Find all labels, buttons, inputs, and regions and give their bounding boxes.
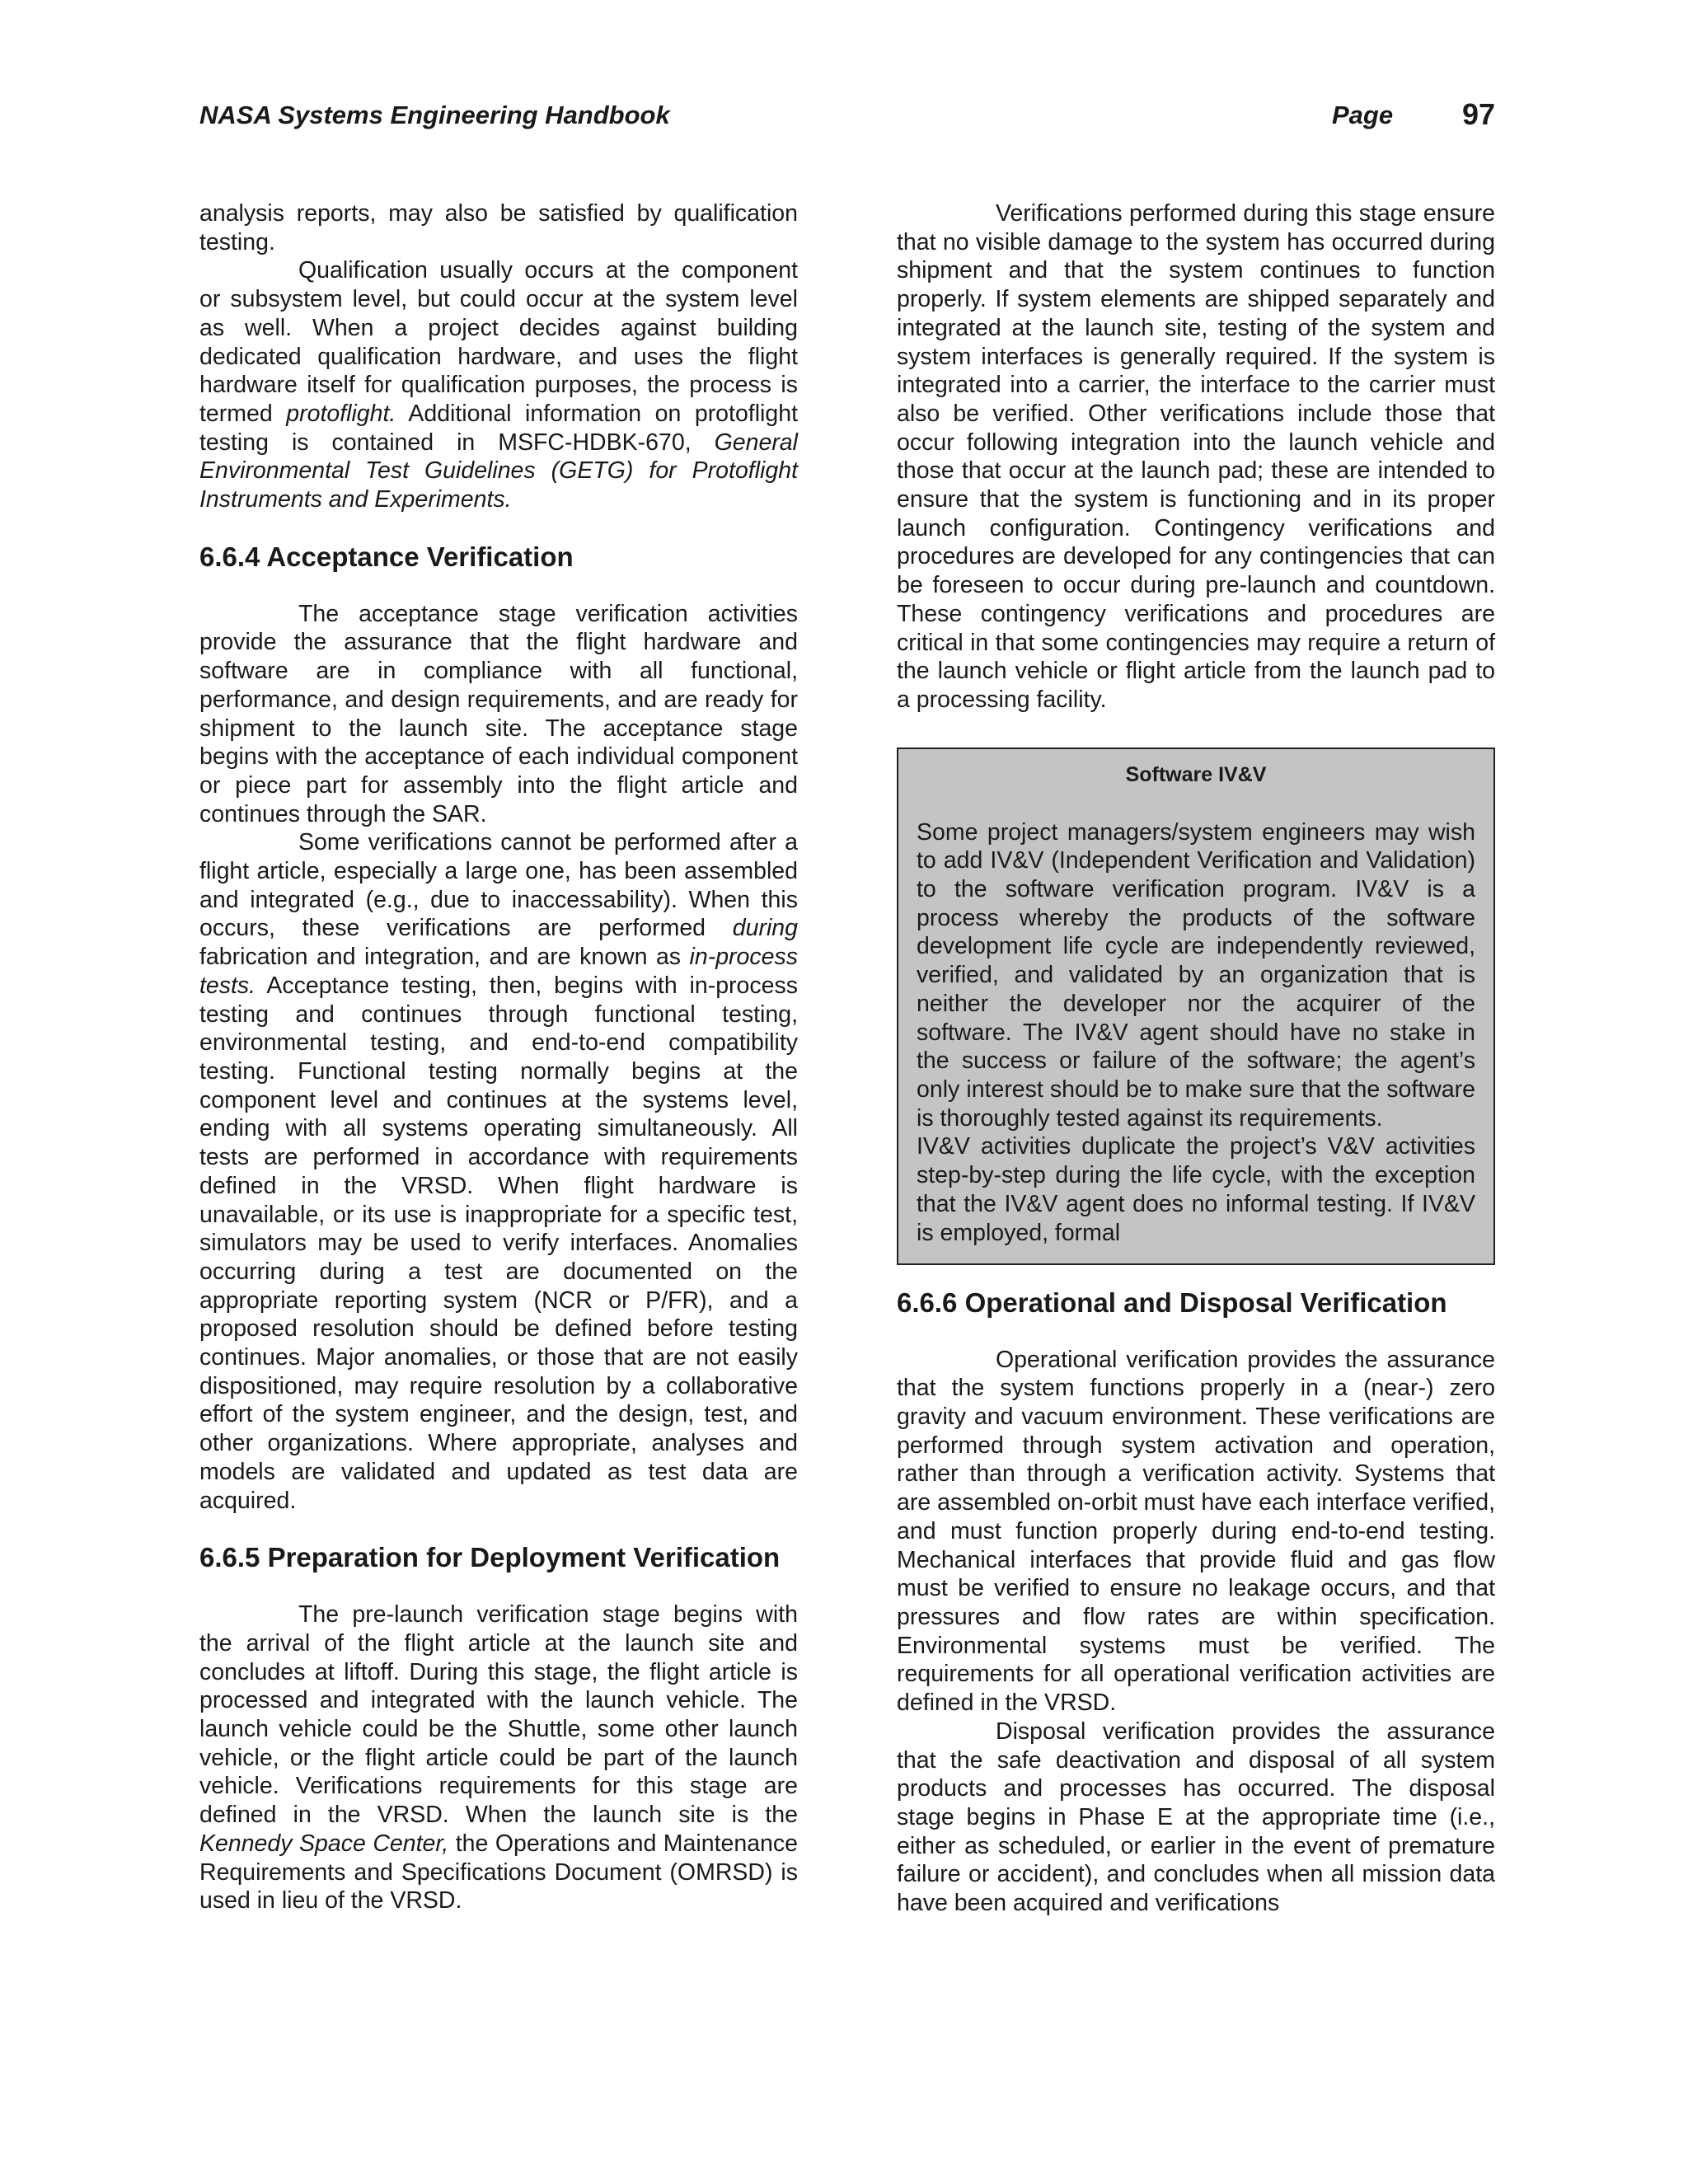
- page-label: Page: [1332, 101, 1394, 129]
- paragraph-qualification-end: analysis reports, may also be satisfied by qualification testing.: [199, 200, 798, 255]
- paragraph-operational-verification: Operational verification provides the assurance that the system functions properly in a (near-) zero gravity and vacuum environment. These verifications are performed through system activation and operation, rather than through a verification activity. Systems that are assembled on-orbit must have each interface verified, and must function properly during end-to-end testing. Mechanical interfaces that provide fluid and gas flow must be verified to ensure no leakage occurs, and that pressures and flow rates are within specification. Environmental systems must be verified. The requirements for all operational verification activities are defined in the VRSD.: [897, 1346, 1495, 1717]
- sidebar-software-ivv: [897, 748, 1495, 1265]
- paragraph-pre-launch-verifications: Verifications performed during this stage ensure that no visible damage to the system has occurred during shipment and that the system continues to function properly. If system elements are shipped separately and integrated at the launch site, testing of the system and system interfaces is generally required. If the system is integrated into a carrier, the interface to the carrier must also be verified. Other verifications include those that occur following integration into the launch vehicle and those that occur at the launch pad; these are intended to ensure that the system is functioning and in its proper launch configuration. Contingency verifications and procedures are developed for any contingencies that can be foreseen to occur during pre-launch and countdown. These contingency verifications and procedures are critical in that some contingencies may require a return of the launch vehicle or flight article from the launch pad to a processing facility.: [897, 200, 1495, 713]
- heading-acceptance-verification: 6.6.4 Acceptance Verification: [199, 541, 574, 572]
- paragraph-acceptance-stage: The acceptance stage verification activities provide the assurance that the flight hardware and software are in compliance with all functional, performance, and design requirements, and are ready for shipment to the launch site. The acceptance stage begins with the acceptance of each individual component or piece part for assembly into the flight article and continues through the SAR.: [199, 600, 798, 827]
- page-number: 97: [1461, 97, 1495, 131]
- paragraph-disposal-verification: Disposal verification provides the assurance that the safe deactivation and disposal of all system products and processes has occurred. The disposal stage begins in Phase E at the appropriate time (i.e., either as scheduled, or earlier in the event of premature failure or accident), and concludes when all mission data have been acquired and verifications: [897, 1718, 1495, 1917]
- document-title: NASA Systems Engineering Handbook: [199, 101, 670, 129]
- term-kennedy-space-center: Kennedy Space Center,: [199, 1830, 449, 1857]
- heading-operational-disposal-verification: 6.6.6 Operational and Disposal Verification: [897, 1286, 1447, 1318]
- sidebar-title: Software IV&V: [1125, 762, 1267, 786]
- sidebar-paragraph-1: Some project managers/system engineers may wish to add IV&V (Independent Verification and Validation) to the software verification program. IV&V is a process whereby the products of the software development life cycle are independently reviewed, verified, and validated by an organization that is neither the developer nor the acquirer of the software. The IV&V agent should have no stake in the success or failure of the software; the agent’s only interest should be to make sure that the software is thoroughly tested against its requirements.: [917, 818, 1475, 1132]
- page-header: [199, 97, 1495, 138]
- left-column: [199, 199, 798, 1915]
- paragraph-qualification: Qualification usually occurs at the component or subsystem level, but could occur at the system level as well. When a project decides against building dedicated qualification hardware, and uses the flight hardware itself for qualification purposes, the process is termed protoflight. Additional information on protoflight testing is contained in MSFC-HDBK-670, General Environmental Test Guidelines (GETG) for Protoflight Instruments and Experiments.: [199, 257, 799, 513]
- term-protoflight: protoflight.: [286, 400, 396, 427]
- paragraph-pre-launch: The pre-launch verification stage begins with the arrival of the flight article at the launch site and concludes at liftoff. During this stage, the flight article is processed and integrated with the launch vehicle. The launch vehicle could be the Shuttle, some other launch vehicle, or the flight article could be part of the launch vehicle. Verifications requirements for this stage are defined in the VRSD. When the launch site is the Kennedy Space Center, the Operations and Maintenance Requirements and Specifications Document (OMRSD) is used in lieu of the VRSD.: [199, 1601, 798, 1915]
- paragraph-in-process-tests: Some verifications cannot be performed after a flight article, especially a large one, has been assembled and integrated (e.g., due to inaccessability). When this occurs, these verifications are performed during fabrication and integration, and are known as in-process tests. Acceptance testing, then, begins with in-process testing and continues through functional testing, environmental testing, and end-to-end compatibility testing. Functional testing normally begins at the component level and continues at the systems level, ending with all systems operating simultaneously. All tests are performed in accordance with requirements defined in the VRSD. When flight hardware is unavailable, or its use is inappropriate for a specific test, simulators may be used to verify interfaces. Anomalies occurring during a test are documented on the appropriate reporting system (NCR or P/FR), and a proposed resolution should be defined before testing continues. Major anomalies, or those that are not easily dispositioned, may require resolution by a collaborative effort of the system engineer, and the design, test, and other organizations. Where appropriate, analyses and models are validated and updated as test data are acquired.: [199, 829, 798, 1514]
- reference-getg: General Environmental Test Guidelines (GETG) for Protoflight Instruments and Experiments.: [199, 429, 798, 513]
- right-column: [897, 199, 1495, 1918]
- term-in-process-tests: in-process tests.: [199, 944, 798, 999]
- sidebar-paragraph-2: IV&V activities duplicate the project’s V&V activities step-by-step during the life cycle, with the exception that the IV&V agent does no informal testing. If IV&V is employed, formal: [917, 1133, 1475, 1246]
- heading-deployment-verification: 6.6.5 Preparation for Deployment Verification: [199, 1542, 781, 1573]
- term-during: during: [732, 915, 798, 942]
